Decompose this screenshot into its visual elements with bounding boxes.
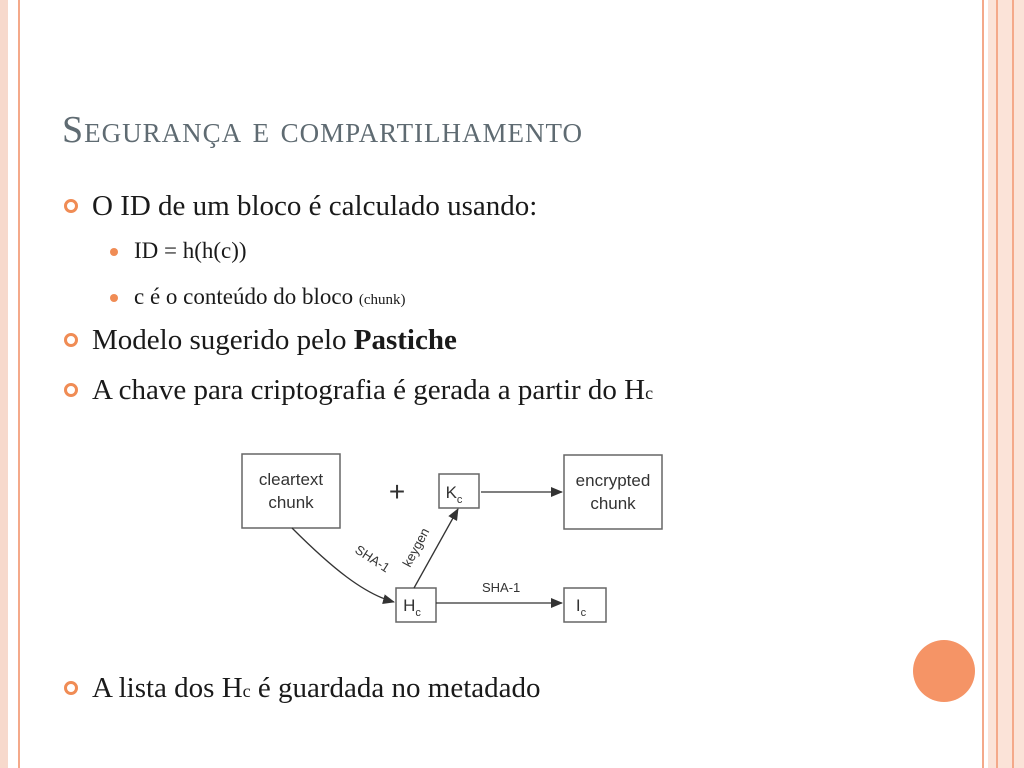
bullet-crypto-key	[92, 374, 653, 407]
right-border-line-3	[1012, 0, 1014, 768]
bullet-dot-icon	[110, 248, 118, 256]
left-border-line	[18, 0, 20, 768]
sha1-horizontal-label: SHA-1	[482, 580, 521, 595]
right-border-line-1	[982, 0, 984, 768]
bullet-text: A lista dos H	[92, 672, 243, 704]
bullet-subscript: c	[242, 681, 251, 701]
right-decorative-band	[988, 0, 1024, 768]
bullet-ring-icon	[64, 333, 78, 347]
decorative-orange-circle	[913, 640, 975, 702]
kc-box	[439, 474, 479, 508]
cleartext-chunk-box	[242, 454, 340, 528]
sub-bullet-text: c é o conteúdo do bloco	[134, 284, 359, 309]
page-title: Segurança e compartilhamento	[62, 109, 584, 151]
bullet-bold-text: Pastiche	[353, 324, 457, 356]
bullet-pastiche-model	[92, 324, 457, 357]
hc-sub: c	[415, 607, 421, 619]
sub-bullet-chunk-content	[134, 284, 405, 310]
sub-bullet-id-formula	[134, 238, 247, 264]
bullet-text: A chave para criptografia é gerada a partir do H	[92, 374, 646, 406]
encrypted-chunk-label: chunk	[590, 494, 636, 513]
left-decorative-edge	[0, 0, 8, 768]
ic-box	[564, 588, 606, 622]
bullet-ring-icon	[64, 383, 78, 397]
kc-sub: c	[456, 494, 463, 506]
encrypted-chunk-box	[564, 455, 662, 529]
bullet-text: O ID de um bloco é calculado usando:	[92, 190, 538, 222]
bullet-id-calculation	[92, 190, 537, 223]
sub-bullet-small-text: (chunk)	[358, 292, 406, 308]
kc-main: K	[445, 483, 457, 502]
right-border-line-2	[996, 0, 998, 768]
ic-main: I	[575, 596, 581, 615]
bullet-hc-list-metadata	[92, 672, 541, 705]
bullet-text: Modelo sugerido pelo	[92, 324, 354, 356]
sub-bullet-text: ID = h(h(c))	[134, 238, 247, 263]
encrypted-label: encrypted	[575, 471, 651, 490]
keygen-label: keygen	[399, 525, 433, 570]
bullet-ring-icon	[64, 681, 78, 695]
bullet-subscript: c	[645, 383, 654, 403]
hc-main: H	[403, 596, 416, 615]
cleartext-label: cleartext	[258, 470, 324, 489]
hc-box	[396, 588, 436, 622]
chunk-label: chunk	[268, 493, 314, 512]
ic-sub: c	[580, 607, 587, 619]
hash-keygen-diagram	[236, 446, 676, 630]
bullet-ring-icon	[64, 199, 78, 213]
sha1-diagonal-label: SHA-1	[352, 541, 393, 576]
bullet-text-continued: é guardada no metadado	[250, 672, 541, 704]
plus-sign: +	[388, 476, 406, 507]
bullet-dot-icon	[110, 294, 118, 302]
